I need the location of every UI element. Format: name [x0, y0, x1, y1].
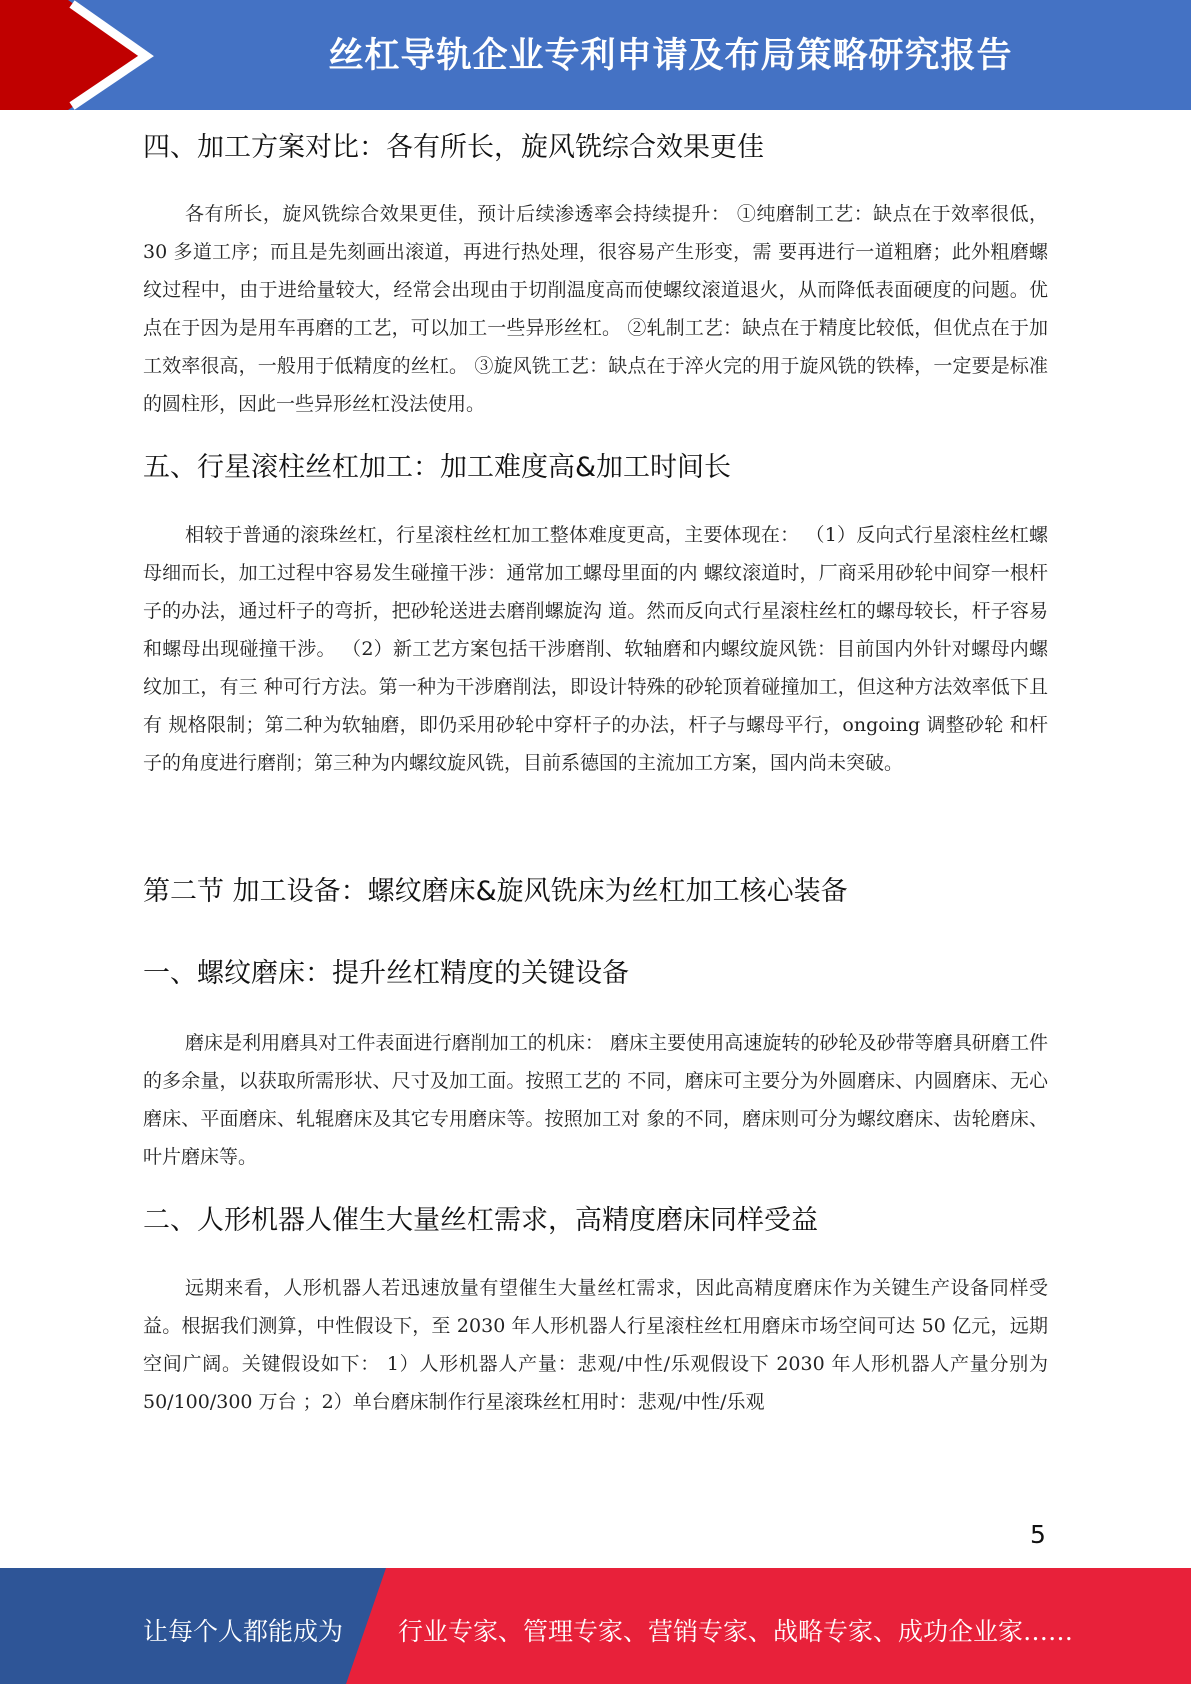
- paragraph-humanoid-robot-demand: 远期来看，人形机器人若迅速放量有望催生大量丝杠需求，因此高精度磨床作为关键生产设备同样受益。根据我们测算，中性假设下，至 2030 年人形机器人行星滚柱丝杠用磨床市场空间可达 50 亿元，远期空间广阔。关键假设如下： 1）人形机器人产量：悲观/中性/乐观假设下 2030 年人形机器人产量分别为 50/100/300 万台 ；2）单台磨床制作行星滚珠丝杠用时：悲观/中性/乐观: [143, 1277, 1048, 1413]
- page-number: 5: [1030, 1520, 1046, 1549]
- header-chevron-icon: [0, 0, 160, 110]
- paragraph-processing-comparison: 各有所长，旋风铣综合效果更佳，预计后续渗透率会持续提升： ①纯磨制工艺：缺点在于效率很低，30 多道工序；而且是先刻画出滚道，再进行热处理，很容易产生形变，需 要再进行一道粗磨；此外粗磨螺纹过程中，由于进给量较大，经常会出现由于切削温度高而使螺纹滚道退火，从而降低表面硬度的问题。优点在于因为是用车再磨的工艺，可以加工一些异形丝杠。 ②轧制工艺：缺点在于精度比较低，但优点在于加工效率很高，一般用于低精度的丝杠。 ③旋风铣工艺：缺点在于淬火完的用于旋风铣的铁棒，一定要是标准的圆柱形，因此一些异形丝杠没法使用。: [143, 203, 1048, 415]
- chapter-heading-processing-equipment: 第二节 加工设备：螺纹磨床&旋风铣床为丝杠加工核心装备: [143, 876, 848, 907]
- paragraph-planetary-roller-screw: 相较于普通的滚珠丝杠，行星滚柱丝杠加工整体难度更高，主要体现在： （1）反向式行星滚柱丝杠螺母细而长，加工过程中容易发生碰撞干涉：通常加工螺母里面的内 螺纹滚道时，厂商采用砂轮中间穿一根杆子的办法，通过杆子的弯折，把砂轮送进去磨削螺旋沟 道。然而反向式行星滚柱丝杠的螺母较长，杆子容易和螺母出现碰撞干涉。 （2）新工艺方案包括干涉磨削、软轴磨和内螺纹旋风铣：目前国内外针对螺母内螺纹加工，有三 种可行方法。第一种为干涉磨削法，即设计特殊的砂轮顶着碰撞加工，但这种方法效率低下且有 规格限制；第二种为软轴磨，即仍采用砂轮中穿杆子的办法，杆子与螺母平行，ongoing 调整砂轮 和杆子的角度进行磨削；第三种为内螺纹旋风铣，目前系德国的主流加工方案，国内尚未突破。: [143, 524, 1048, 774]
- section-heading-processing-comparison: 四、加工方案对比：各有所长，旋风铣综合效果更佳: [143, 132, 764, 163]
- page-header: [0, 0, 1191, 110]
- page-footer: [0, 1568, 1191, 1684]
- document-body: [143, 128, 1048, 1421]
- footer-slogan-left: 让每个人都能成为: [143, 1617, 344, 1646]
- section-heading-humanoid-robot-demand: 二、人形机器人催生大量丝杠需求，高精度磨床同样受益: [143, 1205, 818, 1236]
- footer-slogan-right: 行业专家、管理专家、营销专家、战略专家、成功企业家……: [398, 1617, 1074, 1646]
- section-heading-planetary-roller-screw: 五、行星滚柱丝杠加工：加工难度高&加工时间长: [143, 452, 732, 483]
- report-title: 丝杠导轨企业专利申请及布局策略研究报告: [328, 36, 1013, 76]
- section-heading-thread-grinder: 一、螺纹磨床：提升丝杠精度的关键设备: [143, 958, 629, 989]
- paragraph-thread-grinder: 磨床是利用磨具对工件表面进行磨削加工的机床： 磨床主要使用高速旋转的砂轮及砂带等磨具研磨工件的多余量，以获取所需形状、尺寸及加工面。按照工艺的 不同，磨床可主要分为外圆磨床、内圆磨床、无心磨床、平面磨床、轧辊磨床及其它专用磨床等。按照加工对 象的不同，磨床则可分为螺纹磨床、齿轮磨床、叶片磨床等。: [143, 1032, 1048, 1168]
